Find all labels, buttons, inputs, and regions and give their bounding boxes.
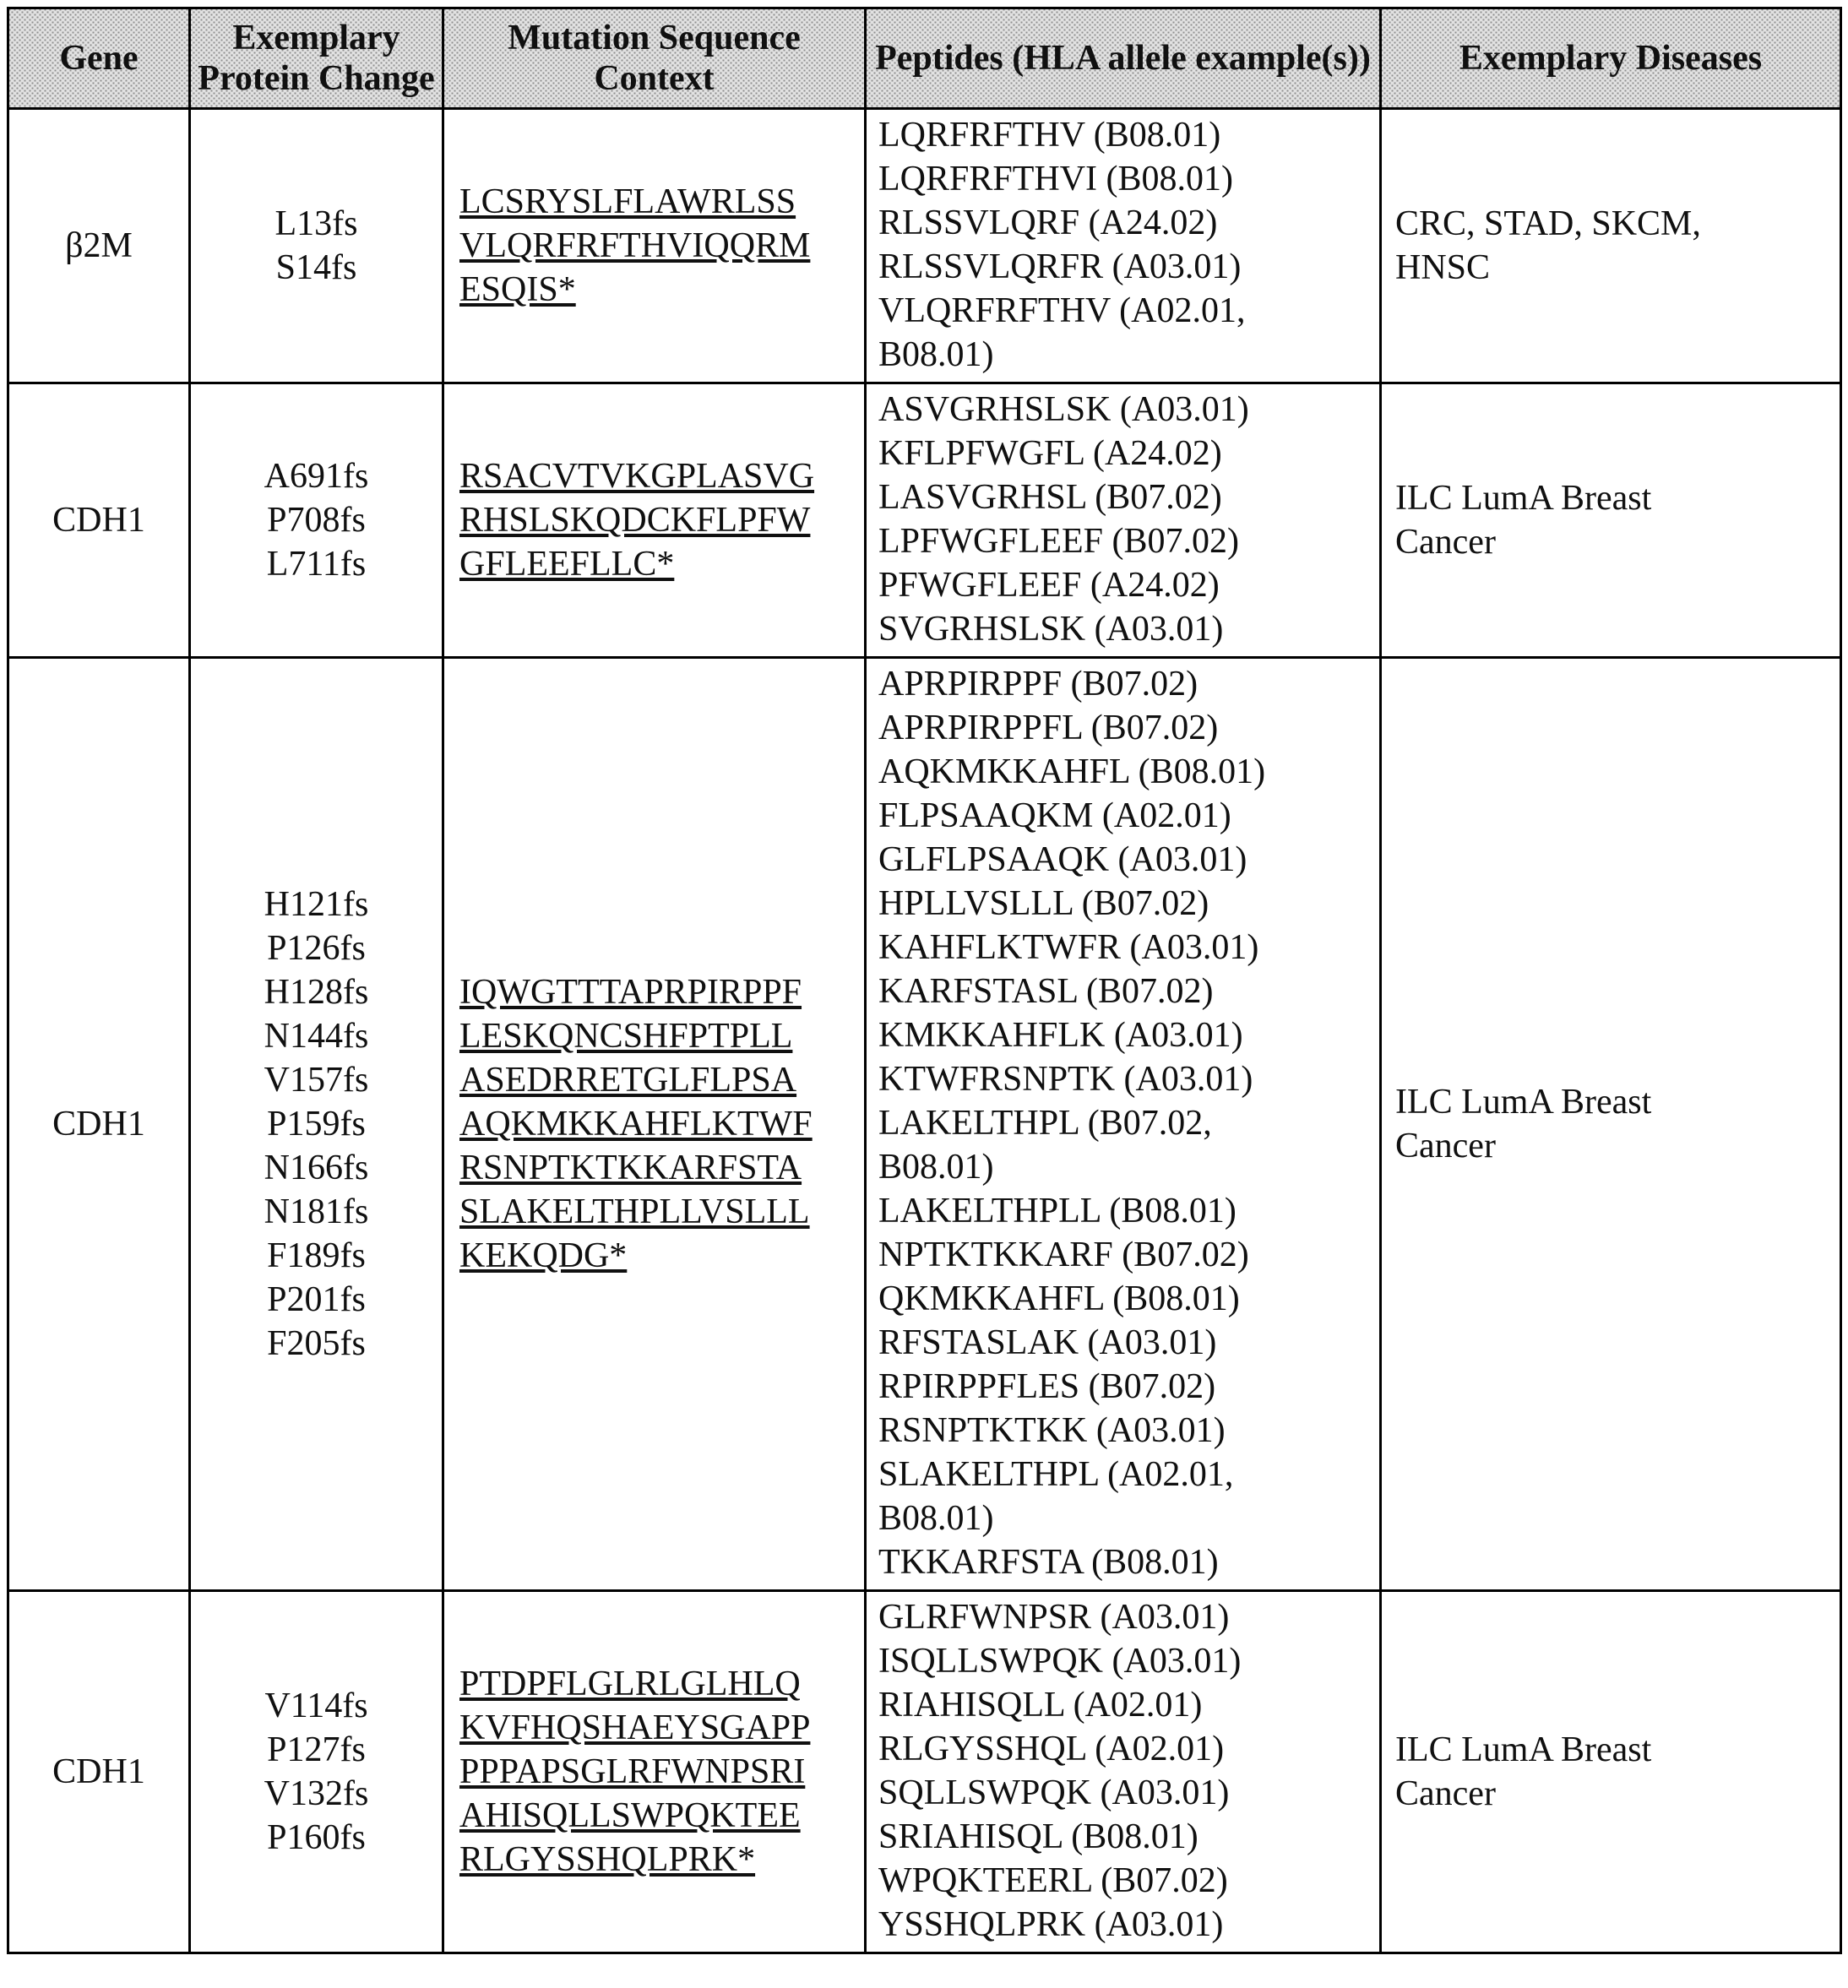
peptide-line: NPTKTKKARF (B07.02) xyxy=(878,1236,1249,1274)
protein-change: P160fs xyxy=(267,1818,366,1857)
gene-cell xyxy=(8,658,190,1591)
peptide-line: ASVGRHSLSK (A03.01) xyxy=(878,390,1249,429)
mutation-context-cell xyxy=(443,1591,866,1953)
peptide-line: LAKELTHPL (B07.02, xyxy=(878,1104,1212,1143)
peptide-line: LQRFRFTHVI (B08.01) xyxy=(878,160,1234,198)
diseases-cell xyxy=(1381,1591,1841,1953)
table-header xyxy=(8,8,1841,109)
peptide-line: KMKKAHFLK (A03.01) xyxy=(878,1016,1243,1055)
table-row xyxy=(8,658,1841,1591)
mutation-context-cell xyxy=(443,658,866,1591)
protein-change: V157fs xyxy=(264,1061,369,1100)
peptide-line: FLPSAAQKM (A02.01) xyxy=(878,796,1231,835)
peptide-line: HPLLVSLLL (B07.02) xyxy=(878,884,1209,923)
mutation-context-line: PTDPFLGLRLGLHLQ xyxy=(459,1665,801,1703)
protein-change: A691fs xyxy=(264,457,369,496)
protein-change: S14fs xyxy=(275,248,357,287)
peptide-line: APRPIRPPF (B07.02) xyxy=(878,665,1198,703)
disease-line: ILC LumA Breast xyxy=(1395,1083,1652,1122)
disease-line: CRC, STAD, SKCM, xyxy=(1395,204,1701,243)
protein-change: N181fs xyxy=(264,1192,369,1231)
protein-change-cell xyxy=(190,109,443,383)
peptide-line: GLFLPSAAQK (A03.01) xyxy=(878,840,1247,879)
mutation-context-line: ESQIS* xyxy=(459,270,576,309)
mutation-context-line: KEKQDG* xyxy=(459,1236,628,1275)
peptides-cell xyxy=(866,658,1381,1591)
mutation-context-line: ASEDRRETGLFLPSA xyxy=(459,1061,797,1100)
column-header-exemplary-diseases: Exemplary Diseases xyxy=(1381,8,1841,109)
mutation-context-line: RSACVTVKGPLASVG xyxy=(459,457,815,496)
protein-change: N144fs xyxy=(264,1017,369,1056)
mutation-context-line: RLGYSSHQLPRK* xyxy=(459,1840,756,1879)
peptide-line: KTWFRSNPTK (A03.01) xyxy=(878,1060,1253,1099)
protein-change: P127fs xyxy=(267,1730,366,1769)
protein-change: P708fs xyxy=(267,501,366,540)
mutation-context-cell xyxy=(443,383,866,658)
mutation-context-line: AHISQLLSWPQKTEE xyxy=(459,1796,801,1835)
disease-line: Cancer xyxy=(1395,1127,1496,1165)
column-header-exemplary-protein-change: Exemplary Protein Change xyxy=(190,8,443,109)
disease-line: Cancer xyxy=(1395,1774,1496,1813)
peptide-line: TKKARFSTA (B08.01) xyxy=(878,1543,1219,1582)
diseases-cell xyxy=(1381,658,1841,1591)
disease-line: Cancer xyxy=(1395,523,1496,562)
mutation-context-line: GFLEEFLLC* xyxy=(459,545,675,584)
peptide-line: RSNPTKTKK (A03.01) xyxy=(878,1411,1226,1450)
protein-change-cell xyxy=(190,1591,443,1953)
mutation-context-line: AQKMKKAHFLKTWF xyxy=(459,1105,813,1143)
protein-change: F189fs xyxy=(267,1236,366,1275)
peptide-line: PFWGFLEEF (A24.02) xyxy=(878,566,1220,605)
peptide-line: B08.01) xyxy=(878,1499,994,1538)
protein-change: L711fs xyxy=(266,545,367,584)
mutation-context-line: LESKQNCSHFPTPLL xyxy=(459,1017,793,1056)
peptide-line: KARFSTASL (B07.02) xyxy=(878,972,1214,1011)
mutation-context-cell xyxy=(443,109,866,383)
mutation-peptide-table xyxy=(7,7,1842,1954)
disease-line: ILC LumA Breast xyxy=(1395,479,1652,518)
gene-label: CDH1 xyxy=(52,501,145,540)
mutation-context-line: IQWGTTTAPRPIRPPF xyxy=(459,973,802,1012)
peptide-line: KAHFLKTWFR (A03.01) xyxy=(878,928,1259,967)
protein-change-cell xyxy=(190,658,443,1591)
peptide-line: AQKMKKAHFL (B08.01) xyxy=(878,752,1266,791)
peptide-line: APRPIRPPFL (B07.02) xyxy=(878,709,1219,747)
protein-change: P201fs xyxy=(267,1280,366,1319)
peptide-line: QKMKKAHFL (B08.01) xyxy=(878,1279,1240,1318)
peptide-line: ISQLLSWPQK (A03.01) xyxy=(878,1642,1242,1681)
table-row xyxy=(8,109,1841,383)
table-header-row xyxy=(8,8,1841,109)
mutation-context-line: SLAKELTHPLLVSLLL xyxy=(459,1192,810,1231)
peptide-line: RPIRPPFLES (B07.02) xyxy=(878,1367,1216,1406)
protein-change: P159fs xyxy=(267,1105,366,1143)
disease-line: HNSC xyxy=(1395,248,1491,287)
peptide-line: RIAHISQLL (A02.01) xyxy=(878,1686,1203,1725)
protein-change: L13fs xyxy=(274,204,358,243)
protein-change-cell xyxy=(190,383,443,658)
table-row xyxy=(8,383,1841,658)
disease-line: ILC LumA Breast xyxy=(1395,1730,1652,1769)
column-header-mutation-sequence-context: Mutation Sequence Context xyxy=(443,8,866,109)
diseases-cell xyxy=(1381,109,1841,383)
peptide-line: YSSHQLPRK (A03.01) xyxy=(878,1905,1224,1944)
peptide-line: SVGRHSLSK (A03.01) xyxy=(878,610,1224,649)
gene-cell xyxy=(8,383,190,658)
peptide-line: WPQKTEERL (B07.02) xyxy=(878,1861,1228,1900)
peptide-line: LASVGRHSL (B07.02) xyxy=(878,478,1222,517)
peptide-line: VLQRFRFTHV (A02.01, xyxy=(878,291,1246,330)
gene-cell xyxy=(8,109,190,383)
peptides-cell xyxy=(866,383,1381,658)
peptide-line: SLAKELTHPL (A02.01, xyxy=(878,1455,1234,1494)
protein-change: V132fs xyxy=(264,1774,369,1813)
peptide-line: RLGYSSHQL (A02.01) xyxy=(878,1730,1225,1768)
peptide-line: LQRFRFTHV (B08.01) xyxy=(878,116,1221,155)
peptide-line: LAKELTHPLL (B08.01) xyxy=(878,1192,1237,1230)
protein-change: H128fs xyxy=(264,973,369,1012)
peptides-cell xyxy=(866,1591,1381,1953)
peptide-line: RLSSVLQRFR (A03.01) xyxy=(878,247,1242,286)
peptide-line: B08.01) xyxy=(878,1148,994,1187)
table-body xyxy=(8,109,1841,1953)
peptide-line: LPFWGFLEEF (B07.02) xyxy=(878,522,1240,561)
column-header-gene: Gene xyxy=(8,8,190,109)
peptide-line: GLRFWNPSR (A03.01) xyxy=(878,1598,1230,1637)
protein-change: H121fs xyxy=(264,885,369,924)
peptide-line: B08.01) xyxy=(878,335,994,374)
peptide-line: RFSTASLAK (A03.01) xyxy=(878,1323,1217,1362)
mutation-context-line: KVFHQSHAEYSGAPP xyxy=(459,1708,811,1747)
protein-change: N166fs xyxy=(264,1149,369,1187)
gene-label: CDH1 xyxy=(52,1752,145,1791)
mutation-context-line: RHSLSKQDCKFLPFW xyxy=(459,501,811,540)
protein-change: F205fs xyxy=(267,1324,366,1363)
peptide-line: SQLLSWPQK (A03.01) xyxy=(878,1773,1230,1812)
protein-change: P126fs xyxy=(267,929,366,968)
mutation-context-line: PPPAPSGLRFWNPSRI xyxy=(459,1752,806,1791)
mutation-context-line: LCSRYSLFLAWRLSS xyxy=(459,182,796,221)
peptide-line: KFLPFWGFL (A24.02) xyxy=(878,434,1222,473)
table-row xyxy=(8,1591,1841,1953)
peptide-line: RLSSVLQRF (A24.02) xyxy=(878,204,1218,242)
protein-change: V114fs xyxy=(264,1687,368,1725)
peptide-line: SRIAHISQL (B08.01) xyxy=(878,1817,1198,1856)
peptides-cell xyxy=(866,109,1381,383)
diseases-cell xyxy=(1381,383,1841,658)
mutation-context-line: RSNPTKTKKARFSTA xyxy=(459,1149,802,1187)
column-header-peptides-hla-allele-example-s: Peptides (HLA allele example(s)) xyxy=(866,8,1381,109)
gene-label: β2M xyxy=(65,226,133,265)
gene-label: CDH1 xyxy=(52,1105,145,1143)
mutation-context-line: VLQRFRFTHVIQQRM xyxy=(459,226,811,265)
gene-cell xyxy=(8,1591,190,1953)
